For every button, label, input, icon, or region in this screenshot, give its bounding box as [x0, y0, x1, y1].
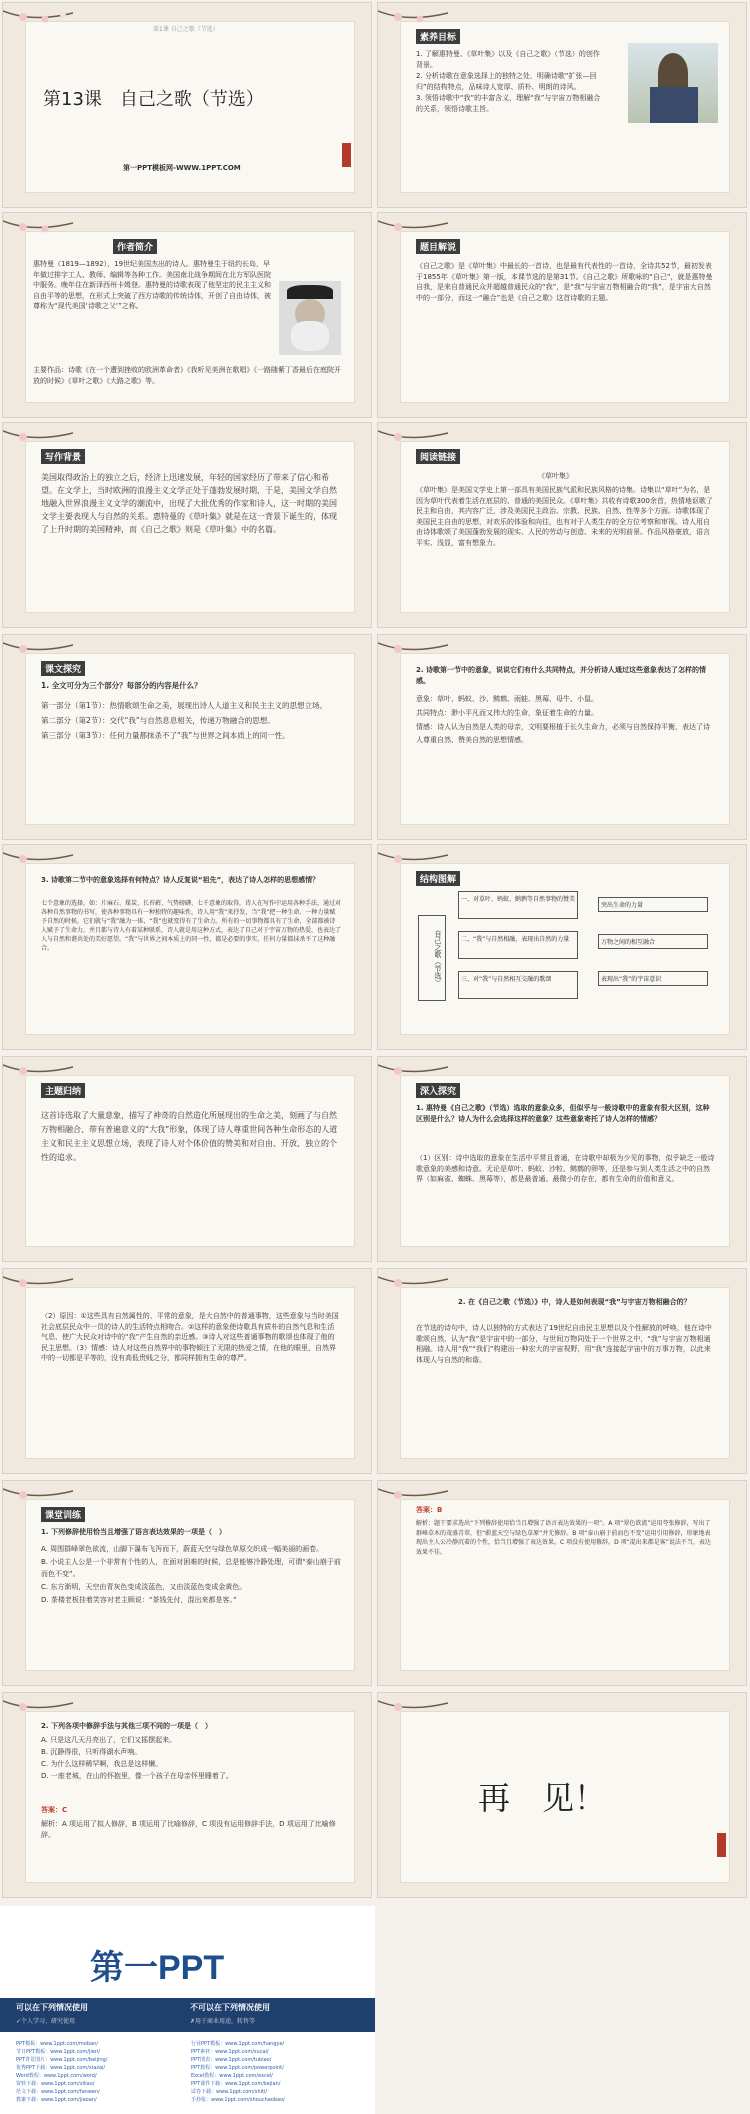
footer-link[interactable]: 行业PPT模板：www.1ppt.com/hangye/ — [191, 2041, 285, 2047]
footer-link[interactable]: PPT背景图片：www.1ppt.com/beijing/ — [16, 2057, 108, 2063]
footer-link[interactable]: Excel教程：www.1ppt.com/excel/ — [191, 2073, 273, 2079]
section-tag: 课堂训练 — [41, 1507, 85, 1522]
slide-goodbye[interactable] — [377, 1692, 747, 1898]
footer-link[interactable]: PPT课件下载：www.1ppt.com/kejian/ — [191, 2081, 281, 2087]
footer-logo: 第一PPT — [90, 1949, 225, 1987]
analysis-body: 解析：题干要求选出“下列修辞使用恰当且增强了语言表达效果的一项”。A 项“翠色欲流”运用夸张修辞，写出了群峰草木的茂盛青翠，但“蔚蓝天空与绿色草原”并无修辞。B 项“泰山崩于前而色不变”运用引用修辞，形象地表现出主人公冷静沉着的个性，恰当且增强了表达效果。C 项没有使用修辞。D 项“混出来都是客”说法不当，表达效果不佳。 — [416, 1520, 711, 1556]
structure-node: 万物之间的相互融合 — [598, 934, 708, 949]
footer-links — [16, 2040, 366, 2104]
slide-author[interactable] — [2, 212, 372, 418]
title-explain-body: 《自己之歌》是《草叶集》中最长的一首诗，也是最有代表性的一首诗，全诗共52节，最初发表于1855年《草叶集》第一版，本课节选的是第31节。《自己之歌》所歌咏的“自己”，就是惠特曼自我，是来自普通民众并超越普通民众的“我”，是“我”与宇宙万物相融合的“我”，是宇宙大自然中的一部分，而这一“融合”也是《自己之歌》这首诗歌的主题。 — [416, 262, 713, 302]
footer-link[interactable]: 试卷下载：www.1ppt.com/shiti/ — [191, 2089, 268, 2095]
answer-list — [41, 699, 341, 744]
goodbye-text: 再 见！ — [478, 1779, 607, 1817]
answer-item: 共同特点：渺小平凡而又伟大的生命，象征着生命的力量。 — [416, 709, 598, 717]
option-item[interactable]: C. 为什么这样稀罕啊，我总是这样懒。 — [41, 1760, 163, 1768]
section-tag: 深入探究 — [416, 1083, 460, 1098]
goal-item: 2. 分析诗歌在意象选择上的独特之处，明确诗歌“扩张—回归”的结构特点，品味诗人宽厚、质朴、明朗的诗风。 — [416, 72, 597, 91]
slide-analysis[interactable] — [377, 1480, 747, 1686]
section-tag: 课文探究 — [41, 661, 85, 676]
slide-reading-link[interactable] — [377, 422, 747, 628]
cannot-use-title: 不可以在下列情况使用 — [190, 2003, 270, 2012]
section-tag: 结构图解 — [416, 871, 460, 886]
reading-body: 《草叶集》是美国文学史上第一部具有美国民族气派和民族风格的诗集。诗集以“草叶”为名，是因为草叶代表着生活在底层的、普通的美国民众。《草叶集》共收有诗歌300余首，热情地讴歌了民主和自由，其内容广泛，涉及美国民主政治、宗教、民族、自然、性等多个方面。诗歌体现了美国民主自由的思想，对欢乐的体验和向往，也有对于人类生存的全方位考察和审视。诗人用自由诗体歌颂了美国蓬勃发展的现实、人民的劳动与创造、未来的光明前景。作品风格豪放，语言平实、浅显，富有想象力。 — [416, 486, 713, 547]
footer-panel — [0, 1906, 375, 2114]
reading-subtitle: 《草叶集》 — [538, 472, 573, 480]
answer-item: 情感：诗人认为自然是人类的母亲，文明要根植于长久生命力，必须与自然保持平衡，表达了诗人尊重自然、赞美自然的思想情感。 — [416, 723, 710, 744]
goals-list — [416, 49, 606, 115]
options-list — [41, 1543, 341, 1607]
slide-deep-explore[interactable] — [377, 1056, 747, 1262]
answer-label: 答案：B — [416, 1506, 443, 1514]
footer-link[interactable]: 优秀PPT下载：www.1ppt.com/xiazai/ — [16, 2065, 106, 2071]
footer-link[interactable]: 范文下载：www.1ppt.com/fanwen/ — [16, 2089, 100, 2095]
structure-node: 二、“我”与自然相融，表现出自然的力量 — [458, 931, 578, 959]
background-body: 美国取得政治上的独立之后，经济上迅速发展，年轻的国家经历了带来了信心和希望。在文学上，当时欧洲的浪漫主义文学正处于蓬勃发展时期，于是，美国文学自然地融入世界浪漫主义文学的潮流中，出现了大批优秀的作家和诗人，这一时期的美国文学主要表现人与自然的关系。惠特曼的《草叶集》就是在这一背景下诞生的，体现了上升时期的美国精神，而《自己之歌》则是《草叶集》中的名篇。 — [41, 473, 337, 534]
slide-text-explore[interactable] — [2, 634, 372, 840]
slide-structure[interactable] — [377, 844, 747, 1050]
author-bio: 惠特曼（1819—1892），19世纪美国杰出的诗人。惠特曼生于纽约长岛，早年做过排字工人、教师、编辑等各种工作。美国南北战争期间在北方军队医院中服务。晚年住在新泽西州卡姆登。惠特曼的诗歌表现了他坚定的民主主义和自由平等的思想，在形式上突破了西方诗歌的传统诗体，开创了自由诗体，被尊称为“现代美国‘诗歌之父’”之称。 — [33, 260, 271, 310]
question: 1. 全文可分为三个部分？每部分的内容是什么？ — [41, 681, 202, 690]
structure-center: 自己之歌（节选） — [418, 915, 446, 1001]
slide-background[interactable] — [2, 422, 372, 628]
goal-item: 1. 了解惠特曼、《草叶集》以及《自己之歌》（节选）的创作背景。 — [416, 50, 600, 69]
section-tag: 素养目标 — [416, 29, 460, 44]
footer-link[interactable]: 教案下载：www.1ppt.com/jiaoan/ — [16, 2097, 97, 2103]
slide-imagery[interactable] — [377, 634, 747, 840]
seal-icon — [342, 143, 351, 167]
analysis-body: 解析：A 项运用了拟人修辞，B 项运用了比喻修辞，C 项没有运用修辞手法，D 项运用了比喻修辞。 — [41, 1820, 336, 1839]
option-item[interactable]: A. 周围群峰翠色欲流，山脚下瀑布飞泻而下，蔚蓝天空与绿色草原交织成一幅美丽的画卷。 — [41, 1545, 324, 1553]
goal-item: 3. 领悟诗歌中“我”的丰富含义，理解“我”与宇宙万物相融合的关系，领悟诗歌主旨。 — [416, 94, 601, 113]
footer-link[interactable]: PPT图表：www.1ppt.com/tubiao/ — [191, 2057, 272, 2063]
answer-body: （2）原因：①这些具有自然属性的、平常的意象，是大自然中的普通事物，这些意象与当时美国社会底层民众中一员的诗人的生活特点相吻合。②这样的意象使诗歌具有质朴的自然气息和生活气息，使广大民众对诗中的“我”产生自然的亲近感。③诗人对这些普通事物的歌颂也体现了他的民主思想。（3）情感：诗人对这些自然界中的事物倾注了无限的热爱之情，在他的眼里，自然界中的一切都是平等的，没有高低贵贱之分，都同样拥有生命的尊严。 — [41, 1312, 339, 1362]
option-item[interactable]: A. 只是这几天月亮出了，它们又摇摆起来。 — [41, 1736, 177, 1744]
answer-item: 第二部分（第2节）：交代“我”与自然息息相关，传递万物融合的思想。 — [41, 716, 275, 725]
author-photo — [628, 43, 718, 123]
answer-body: 七个意象的选择，如：片麻石、煤炭、长苔藓、气势磅礴、七千意象的取得，诗人在写作中运用各种手法，通过对各种自然事物的书写，使各种事物具有一种独特的趣味性，诗人用“我”来抒发，当“我”把一种生命、一种力量赋予自然的时候，它们就与“我”融为一体，“我”也就变得有了生命力。所有的一切事物都具有了生命，全部都被诗人赋予了生命力，并且都与诗人有着某种联系，诗人就是用这种方式，表达了自己对于宇宙万物的热爱，也表达了人与自然和谐共处的美好愿望。“我”与世界之间本质上的同一性，都是必要的事实，任何力量都抹杀不了这种融合。 — [41, 900, 342, 952]
answer-body: 在节选的诗句中，诗人以独特的方式表达了19世纪自由民主思想以及个性解放的呼唤，他在诗中歌颂自然，认为“我”是宇宙中的一部分，与世间万物同处于一个世界之中，“我”与宇宙万物相通相融。诗人用“我”“我们”构建出一种宏大的宇宙视野，用“我”连接起宇宙中的万事万物，以此来体现人与自然的和谐。 — [416, 1324, 712, 1364]
question: 1. 惠特曼《自己之歌》（节选）选取的意象众多，但似乎与一般诗歌中的意象有很大区别，这种区别是什么？诗人为什么会选择这样的意象？这些意象寄托了诗人怎样的情感？ — [416, 1104, 710, 1123]
structure-node: 突出生命的力量 — [598, 897, 708, 912]
slide-title-explain[interactable] — [377, 212, 747, 418]
answer-body: （1）区别：诗中选取的意象在生活中平常且普通，在诗歌中却极为少见的事物，似乎缺乏一般诗歌意象的美感和诗意。无论是草叶、蚂蚁、沙粒、鹪鹩的卵等，还是参与到人类生活之中的自然界（如麻雀、蜘蛛、黑莓等），都是最普通、最微小的存在，都有生命的价值和意义。 — [416, 1154, 715, 1183]
answer-item: 意象：草叶、蚂蚁、沙、鹪鹩、雨蛙、黑莓、母牛、小鼠。 — [416, 695, 598, 703]
answer-item: 第三部分（第3节）：任何力量都抹杀不了“我”与世界之间本质上的同一性。 — [41, 731, 290, 740]
blossom-branch-icon — [3, 3, 93, 63]
structure-node: 三、对“我”与自然相互交融的歌颂 — [458, 971, 578, 999]
options-list — [41, 1735, 341, 1783]
author-works: 主要作品：诗歌《在一个遭到挫败的欧洲革命者》《我听见美洲在歌唱》《一路随紫丁香最后在庭院开放的时候》《草叶之歌》《大路之歌》等。 — [33, 366, 341, 385]
theme-body: 这首诗选取了大量意象，描写了神奇的自然造化所展现出的生命之美，刻画了与自然万物相融合、带有普遍意义的“大我”形象，体现了诗人尊重世间各种生命形态的人道主义和民主主义思想立场，表现了诗人对个体价值的赞美和对自由、开放、独立的个性的追求。 — [41, 1111, 338, 1162]
footer-link[interactable]: 手抄报：www.1ppt.com/shouchaobao/ — [191, 2097, 285, 2103]
slide-reason[interactable] — [2, 1268, 372, 1474]
lesson-title — [43, 85, 264, 111]
section-tag: 题目解说 — [416, 239, 460, 254]
structure-node: 表现出“我”的宇宙意识 — [598, 971, 708, 986]
option-item[interactable]: B. 沉静得很，只听得湖水声响。 — [41, 1748, 142, 1756]
slide-theme[interactable] — [2, 1056, 372, 1262]
lesson-number: 第13课 — [43, 89, 102, 110]
slide-practice[interactable] — [2, 1480, 372, 1686]
option-item[interactable]: C. 东方渐明，天空由青灰色变成淡蓝色，又由淡蓝色变成金黄色。 — [41, 1583, 247, 1591]
footer-link[interactable]: Word教程：www.1ppt.com/word/ — [16, 2073, 97, 2079]
option-item[interactable]: D. 一座老城，在山的怀抱里，像一个孩子在母亲怀里睡着了。 — [41, 1772, 233, 1780]
blossom-branch-icon — [378, 1693, 468, 1753]
blossom-branch-icon — [378, 1269, 468, 1329]
footer-link[interactable]: 节日PPT模板：www.1ppt.com/jieri/ — [16, 2049, 100, 2055]
slide-title[interactable] — [2, 2, 372, 208]
section-tag: 写作背景 — [41, 449, 85, 464]
footer-link[interactable]: PPT模板：www.1ppt.com/moban/ — [16, 2041, 98, 2047]
answer-item: 第一部分（第1节）：热情歌颂生命之美，展现出诗人人道主义和民主主义的思想立场。 — [41, 701, 328, 710]
footer-link[interactable]: PPT素材：www.1ppt.com/sucai/ — [191, 2049, 269, 2055]
lesson-name: 自己之歌（节选） — [119, 89, 264, 110]
option-item[interactable]: D. 茶楼老板挂着笑容对老主顾说：“茶钱先付，混出来都是客。” — [41, 1596, 237, 1604]
cannot-use-desc: ✗用于商业用途，转售等 — [190, 2018, 256, 2025]
top-note: 第1课 自己之歌（节选） — [153, 26, 219, 33]
answer-label: 答案：C — [41, 1806, 68, 1814]
question: 3. 诗歌第二节中的意象选择有何特点？诗人反复说“祖先”，表达了诗人怎样的思想感情？ — [41, 876, 320, 884]
question: 2. 在《自己之歌（节选）》中，诗人是如何表现“我”与宇宙万物相融合的？ — [458, 1298, 691, 1306]
seal-icon — [717, 1833, 726, 1857]
can-use-title: 可以在下列情况使用 — [16, 2003, 88, 2012]
footer-link[interactable]: 资料下载：www.1ppt.com/ziliao/ — [16, 2081, 95, 2087]
site-link[interactable]: 第一PPT模板网-WWW.1PPT.COM — [123, 164, 241, 172]
section-tag: 作者简介 — [113, 239, 157, 254]
section-tag: 主题归纳 — [41, 1083, 85, 1098]
can-use-desc: ✓个人学习、研究使用 — [16, 2018, 76, 2025]
option-item[interactable]: B. 小说主人公是一个非常有个性的人，在面对困难的时候，总是能够冷静处理，可谓“泰山崩于前而色不变”。 — [41, 1558, 341, 1578]
slide-imagery-2[interactable] — [2, 844, 372, 1050]
question: 1. 下列修辞使用恰当且增强了语言表达效果的一项是（ ） — [41, 1528, 226, 1536]
footer-link[interactable]: PPT教程：www.1ppt.com/powerpoint/ — [191, 2065, 284, 2071]
slide-fusion[interactable] — [377, 1268, 747, 1474]
footer-band — [0, 1998, 375, 2032]
slide-practice-2[interactable] — [2, 1692, 372, 1898]
structure-left — [458, 891, 578, 999]
slide-goals[interactable] — [377, 2, 747, 208]
section-tag: 阅读链接 — [416, 449, 460, 464]
answer-list — [416, 693, 716, 748]
question: 2. 诗歌第一节中的意象，说说它们有什么共同特点，并分析诗人通过这些意象表达了怎样的情感。 — [416, 666, 706, 685]
question: 2. 下列各项中修辞手法与其他三项不同的一项是（ ） — [41, 1722, 212, 1730]
structure-right — [598, 897, 708, 986]
author-portrait — [279, 281, 341, 355]
structure-node: 一、对草叶、蚂蚁、鹪鹩等自然事物的赞美 — [458, 891, 578, 919]
